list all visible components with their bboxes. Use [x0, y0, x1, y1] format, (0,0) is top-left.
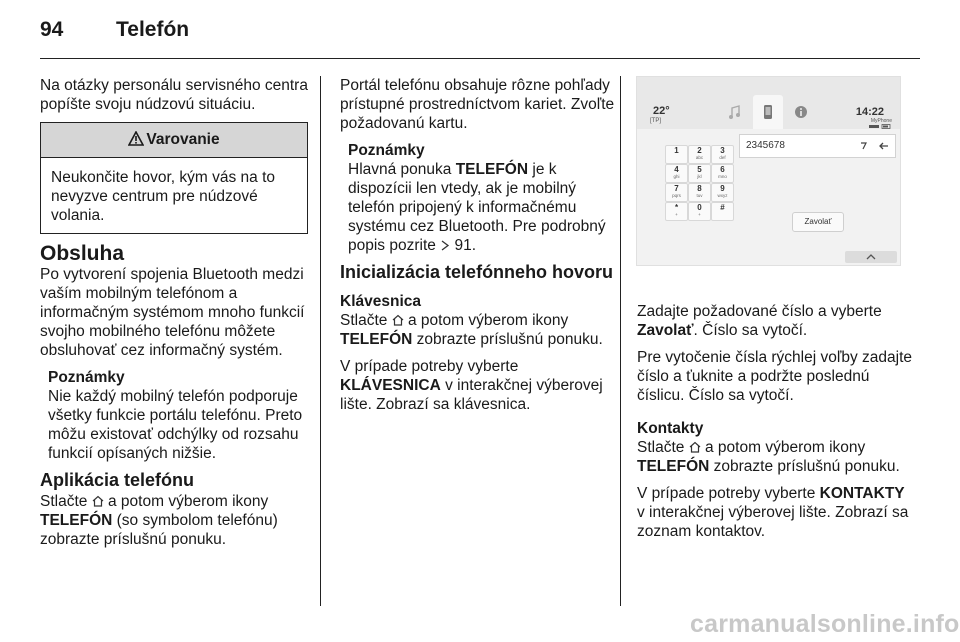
note-text — [348, 160, 620, 255]
key-digit: 1 — [674, 146, 679, 155]
page-ref-icon — [440, 240, 450, 251]
keypad-key[interactable] — [665, 183, 688, 202]
key-letters: abc — [695, 155, 704, 160]
klavesnica-paragraph — [340, 311, 620, 349]
text-fragment: Zadajte požadované číslo a vyberte — [637, 303, 882, 320]
header-rule — [40, 58, 920, 59]
keypad-key[interactable] — [711, 183, 734, 202]
warning-box — [40, 122, 308, 234]
keypad-key[interactable] — [711, 145, 734, 164]
music-note-icon[interactable] — [727, 104, 743, 120]
phone-name: MyPhone — [870, 118, 892, 124]
page-header — [40, 18, 189, 42]
keypad-screenshot — [636, 76, 901, 266]
key-letters: def — [719, 155, 726, 160]
note-title: Poznámky — [348, 142, 425, 159]
column-divider-2 — [620, 76, 621, 606]
keypad-key[interactable] — [665, 145, 688, 164]
key-letters: pqrs — [672, 193, 681, 198]
key-digit: # — [720, 203, 725, 212]
heading-kontakty: Kontakty — [637, 420, 704, 437]
warning-header — [41, 123, 307, 158]
portal-paragraph: Portál telefónu obsahuje rôzne pohľady prístupné prostredníctvom kariet. Zvoľte požadovanú kartu. — [340, 77, 615, 132]
text-fragment: je k dispozícii len vtedy, ak je mobilný telefón pripojený k informačnému systému cez Bluetooth. Pre podrobný popis pozrite — [348, 161, 606, 254]
obsluha-paragraph: Po vytvorení spojenia Bluetooth medzi vaším mobilným telefónom a informačným systémom mnoho funkcií svojho mobilného telefónu môžete obsluhovať cez informačný systém. — [40, 266, 305, 359]
text-bold: TELEFÓN — [637, 458, 710, 475]
text-fragment: a potom výberom ikony — [700, 439, 866, 456]
key-letters: + — [698, 212, 701, 217]
key-letters: jkl — [697, 174, 702, 179]
keypad-key[interactable] — [665, 202, 688, 221]
column-3 — [637, 302, 913, 549]
keypad-key[interactable] — [711, 202, 734, 221]
dial-number-field[interactable] — [739, 134, 896, 158]
text-fragment: zobrazte príslušnú ponuku. — [709, 458, 900, 475]
key-digit: 9 — [720, 184, 725, 193]
text-fragment: zobrazte príslušnú ponuku. — [412, 331, 603, 348]
text-fragment: V prípade potreby vyberte — [340, 358, 519, 375]
note-title: Poznámky — [48, 369, 125, 386]
key-letters: ghi — [673, 174, 680, 179]
key-letters: mno — [718, 174, 727, 179]
home-icon — [689, 441, 701, 453]
note-block — [48, 368, 308, 463]
keypad-key[interactable] — [665, 164, 688, 183]
warning-text: Neukončite hovor, kým vás na to nevyzve centrum pre núdzové volania. — [51, 169, 276, 224]
home-icon — [92, 495, 104, 507]
key-digit: 0 — [697, 203, 702, 212]
speed-dial-paragraph: Pre vytočenie čísla rýchlej voľby zadajte číslo a ťuknite a podržte poslednú číslicu. Číslo sa vytočí. — [637, 349, 913, 404]
heading-obsluha: Obsluha — [40, 242, 125, 265]
text-fragment: a potom výberom ikony — [403, 312, 569, 329]
column-divider-1 — [320, 76, 321, 606]
key-digit: 7 — [674, 184, 679, 193]
warning-triangle-icon — [128, 131, 144, 146]
heading-klavesnica: Klávesnica — [340, 293, 421, 310]
temperature-readout: 22° — [653, 105, 670, 117]
dial-paragraph — [637, 302, 913, 340]
text-bold: TELEFÓN — [40, 512, 113, 529]
text-bold: Zavolať — [637, 322, 694, 339]
note-block — [348, 141, 620, 255]
text-fragment: (so symbolom telefónu) zobrazte príslušnú ponuku. — [40, 512, 278, 548]
section-title: Telefón — [116, 18, 190, 41]
page-ref: 91. — [454, 237, 477, 254]
keypad-key[interactable] — [688, 164, 711, 183]
key-digit: 5 — [697, 165, 702, 174]
text-fragment: V prípade potreby vyberte — [637, 485, 820, 502]
key-digit: 8 — [697, 184, 702, 193]
column-2 — [340, 76, 620, 422]
backspace-icon[interactable] — [879, 141, 889, 151]
home-icon — [392, 314, 404, 326]
aplikacia-paragraph — [40, 492, 308, 549]
text-fragment: . Číslo sa vytočí. — [693, 322, 808, 339]
signal-battery-icon — [869, 124, 891, 129]
tp-indicator: [TP] — [650, 118, 662, 124]
key-digit: 6 — [720, 165, 725, 174]
text-fragment: a potom výberom ikony — [103, 493, 269, 510]
call-button[interactable]: Zavolať — [792, 212, 844, 232]
expand-button[interactable] — [845, 251, 897, 263]
intro-paragraph: Na otázky personálu servisného centra popíšte svoju núdzovú situáciu. — [40, 77, 308, 113]
key-digit: 2 — [697, 146, 702, 155]
kontakty-paragraph-2 — [637, 484, 913, 541]
key-digit: 3 — [720, 146, 725, 155]
kontakty-paragraph — [637, 438, 913, 476]
page-number: 94 — [40, 18, 64, 41]
phone-icon[interactable] — [760, 104, 776, 120]
key-digit: 4 — [674, 165, 679, 174]
text-fragment: Hlavná ponuka — [348, 161, 456, 178]
text-bold: TELEFÓN — [455, 161, 529, 178]
text-bold: TELEFÓN — [340, 331, 413, 348]
keypad-key[interactable] — [688, 202, 711, 221]
text-fragment: v interakčnej výberovej lište. Zobrazí sa klávesnica. — [340, 377, 603, 413]
text-bold: KONTAKTY — [819, 485, 905, 502]
text-fragment: Stlačte — [340, 312, 388, 329]
key-digit: * — [674, 203, 679, 212]
watermark: carmanualsonline.info — [690, 610, 960, 638]
dial-number: 2345678 — [746, 140, 785, 151]
text-fragment: v interakčnej výberovej lište. Zobrazí sa zoznam kontaktov. — [637, 504, 909, 540]
chevron-up-icon — [866, 254, 876, 260]
key-letters: + — [675, 212, 678, 217]
info-icon[interactable] — [793, 104, 809, 120]
text-fragment: Stlačte — [637, 439, 685, 456]
heading-aplikacia: Aplikácia telefónu — [40, 470, 195, 490]
column-1 — [40, 76, 308, 557]
key-letters: tuv — [696, 193, 703, 198]
redial-icon[interactable] — [859, 141, 869, 151]
klavesnica-paragraph-2 — [340, 357, 620, 414]
keypad-key[interactable] — [711, 164, 734, 183]
clock-readout: 14:22 — [855, 106, 884, 118]
note-text: Nie každý mobilný telefón podporuje všetky funkcie portálu telefónu. Preto môžu existovať odchýlky od rozsahu funkcií opísaných nižšie. — [48, 388, 303, 462]
text-fragment: Stlačte — [40, 493, 88, 510]
heading-inicializacia: Inicializácia telefónneho hovoru — [340, 262, 614, 282]
text-bold: KLÁVESNICA — [340, 377, 441, 394]
warning-title: Varovanie — [146, 131, 220, 148]
keypad-key[interactable] — [688, 145, 711, 164]
key-letters: wxyz — [717, 193, 728, 198]
keypad-key[interactable] — [688, 183, 711, 202]
